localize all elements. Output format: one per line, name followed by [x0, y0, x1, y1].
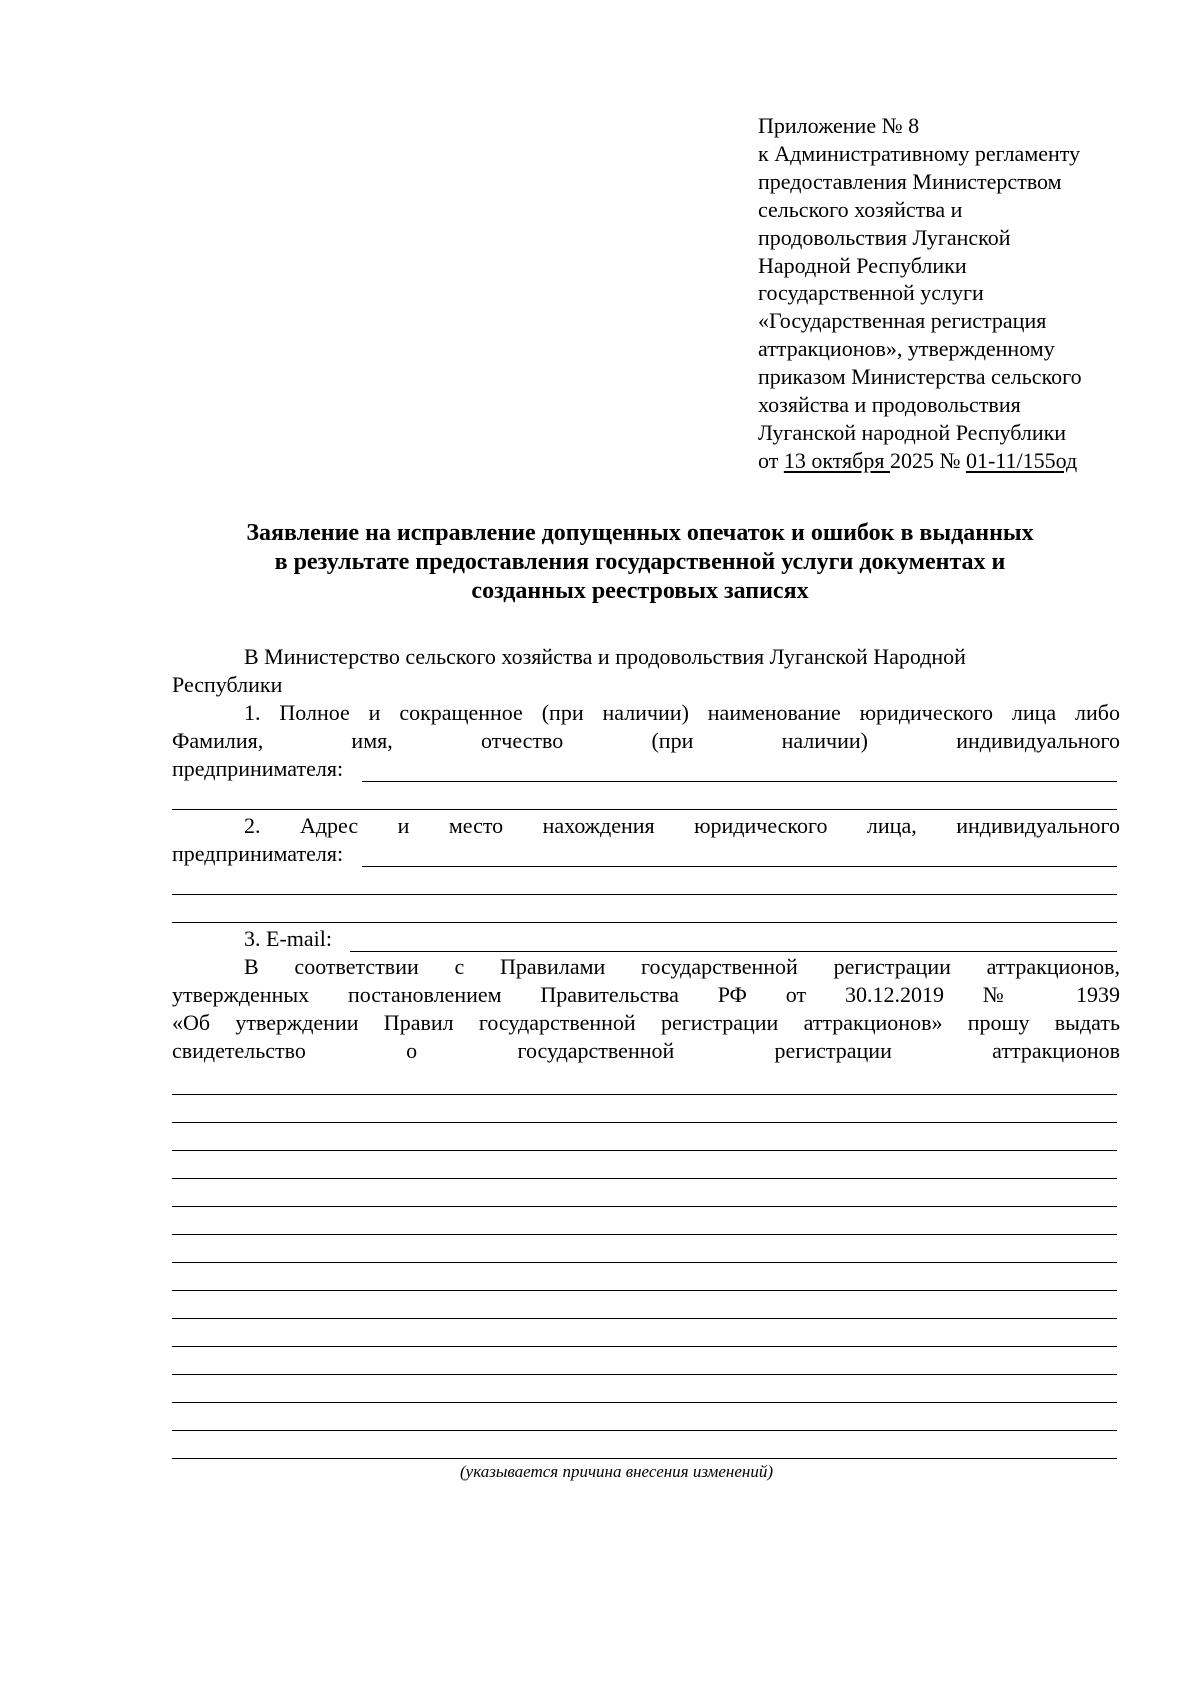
appendix-line: государственной услуги [758, 280, 984, 306]
reason-input-line[interactable] [172, 1206, 1117, 1207]
applicant-name-input-line[interactable] [172, 809, 1117, 810]
appendix-date-line [758, 447, 1178, 475]
reason-input-line[interactable] [172, 1458, 1117, 1459]
order-number: 01-11/155од [965, 447, 1078, 473]
appendix-line: аттракционов», утвержденному [758, 336, 1055, 362]
address-input-line[interactable] [172, 894, 1117, 895]
title-line: Заявление на исправление допущенных опечаток и ошибок в выданных [246, 520, 1034, 546]
request-line: «Об утверждении Правил государственной регистрации аттракционов» прошу выдать [172, 1010, 1120, 1035]
title-line: созданных реестровых записях [471, 578, 809, 604]
appendix-line: продовольствия Луганской [758, 224, 1011, 250]
reason-hint: (указывается причина внесения изменений) [460, 1462, 773, 1481]
appendix-line: предоставления Министерством [758, 168, 1062, 194]
appendix-line: хозяйства и продовольствия [758, 392, 1021, 418]
reason-input-line[interactable] [172, 1318, 1117, 1319]
request-line: утвержденных постановлением Правительства РФ от 30.12.2019 № 1939 [172, 982, 1120, 1007]
email-label: 3. E-mail: [244, 926, 332, 951]
reason-input-line[interactable] [172, 1374, 1117, 1375]
reason-input-line[interactable] [172, 1430, 1117, 1431]
field-applicant-name [172, 699, 1120, 755]
email-input-line[interactable] [350, 951, 1117, 952]
document-title [160, 519, 1120, 606]
address-input-line[interactable] [172, 922, 1117, 923]
field1-line: 1. Полное и сокращенное (при наличии) наименование юридического лица либо [244, 700, 1120, 725]
reason-input-line[interactable] [172, 1234, 1117, 1235]
order-year: 2025 № [889, 447, 966, 473]
field-address [172, 812, 1120, 840]
reason-input-line[interactable] [172, 1262, 1117, 1263]
address-input-line[interactable] [362, 866, 1117, 867]
reason-input-line[interactable] [172, 1346, 1117, 1347]
appendix-line: приказом Министерства сельского [758, 364, 1082, 390]
field2-line: 2. Адрес и место нахождения юридического лица, индивидуального [244, 813, 1120, 838]
appendix-line: «Государственная регистрация [758, 308, 1047, 334]
reason-input-line[interactable] [172, 1122, 1117, 1123]
reason-input-line[interactable] [172, 1094, 1117, 1095]
order-date: 13 октября [783, 447, 890, 473]
appendix-line: Приложение № 8 [758, 113, 920, 138]
field2-label: предпринимателя: [172, 841, 344, 866]
reason-input-line[interactable] [172, 1150, 1117, 1151]
addressee-line: Республики [172, 672, 283, 697]
field1-label: предпринимателя: [172, 756, 344, 781]
appendix-line: сельского хозяйства и [758, 196, 963, 222]
addressee-line: В Министерство сельского хозяйства и продовольствия Луганской Народной [244, 644, 966, 669]
appendix-line: Луганской народной Республики [758, 419, 1067, 445]
request-line: свидетельство о государственной регистрации аттракционов [172, 1038, 1120, 1063]
applicant-name-input-line[interactable] [362, 781, 1117, 782]
reason-input-line[interactable] [172, 1290, 1117, 1291]
addressee [172, 643, 1120, 699]
field1-line: Фамилия, имя, отчество (при наличии) индивидуального [172, 728, 1120, 753]
appendix-line: к Административному регламенту [758, 140, 1081, 166]
reason-input-line[interactable] [172, 1178, 1117, 1179]
appendix-line: Народной Республики [758, 252, 967, 278]
request-paragraph [172, 953, 1120, 1065]
reason-input-line[interactable] [172, 1402, 1117, 1403]
request-line: В соответствии с Правилами государственной регистрации аттракционов, [244, 954, 1120, 979]
appendix-block [758, 112, 1178, 475]
date-prefix: от [758, 447, 784, 473]
title-line: в результате предоставления государственной услуги документах и [274, 549, 1006, 575]
